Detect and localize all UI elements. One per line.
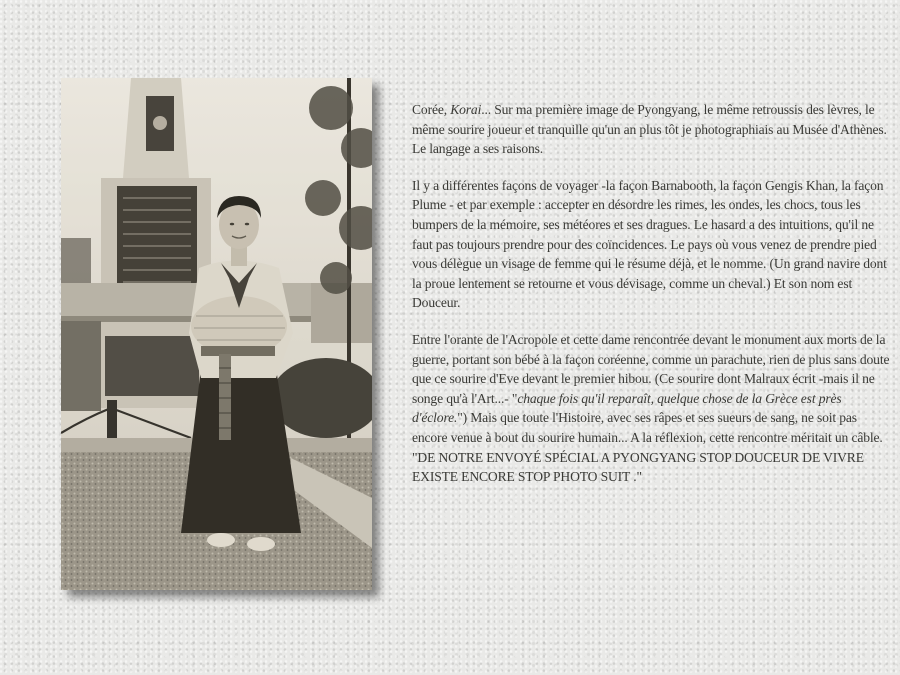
photo-illustration: [61, 78, 372, 590]
p3-text-b: ") Mais que toute l'Histoire, avec ses râpes et ses sueurs de sang, ne soit pas encore venue à bout du sourire humain... A la réflexion, cette rencontre méritait un câble. "DE NOTRE ENVOYÉ SPÉCIAL A PYONGYANG STOP DOUCEUR DE VIVRE EXISTE ENCORE STOP PHOTO SUIT .": [412, 410, 883, 485]
p1-lead: Corée,: [412, 102, 451, 117]
p2-text: Il y a différentes façons de voyager -la façon Barnabooth, la façon Gengis Khan, la façon Plume - et par exemple : accepter en désordre les rimes, les ondes, les chocs, tous les bumpers de la mémoire, ses météores et ses dragues. Le hasard a des intuitions, qu'il ne faut pas toujours prendre pour des coïncidences. Le pays où vous venez de prendre pied vous délègue un visage de femme qui le résume déjà, et le nomme. (Un grand navire dont la proue lentement se retourne et vous dévisage, comme un cheval.) Et son nom est Douceur.: [412, 177, 887, 311]
paragraph-voyager: [412, 176, 890, 313]
photograph-woman-at-memorial: [61, 78, 372, 590]
p3-text-a: Entre l'orante de l'Acropole et cette dame rencontrée devant le monument aux morts de la guerre, portant son bébé à la façon coréenne, comme un parachute, rien de plus sans doute que ce sourire d'Eve devant le premier hibou. (Ce sourire dont Malraux écrit -mais il ne songe qu'à l'Art...- ": [412, 331, 890, 406]
p3-malraux-quote: chaque fois qu'il reparaît, quelque chose de la Grèce est près d'éclore.: [412, 390, 842, 426]
p1-korai-italic: Korai: [450, 102, 482, 117]
paragraph-acropole: [412, 330, 890, 487]
article-text: [412, 100, 890, 504]
paragraph-korai: [412, 100, 890, 159]
p1-rest: ... Sur ma première image de Pyongyang, le même retroussis des lèvres, le même sourire joueur et tranquille qu'un an plus tôt je photographiais au Musée d'Athènes. Le langage a ses raisons.: [412, 102, 887, 157]
